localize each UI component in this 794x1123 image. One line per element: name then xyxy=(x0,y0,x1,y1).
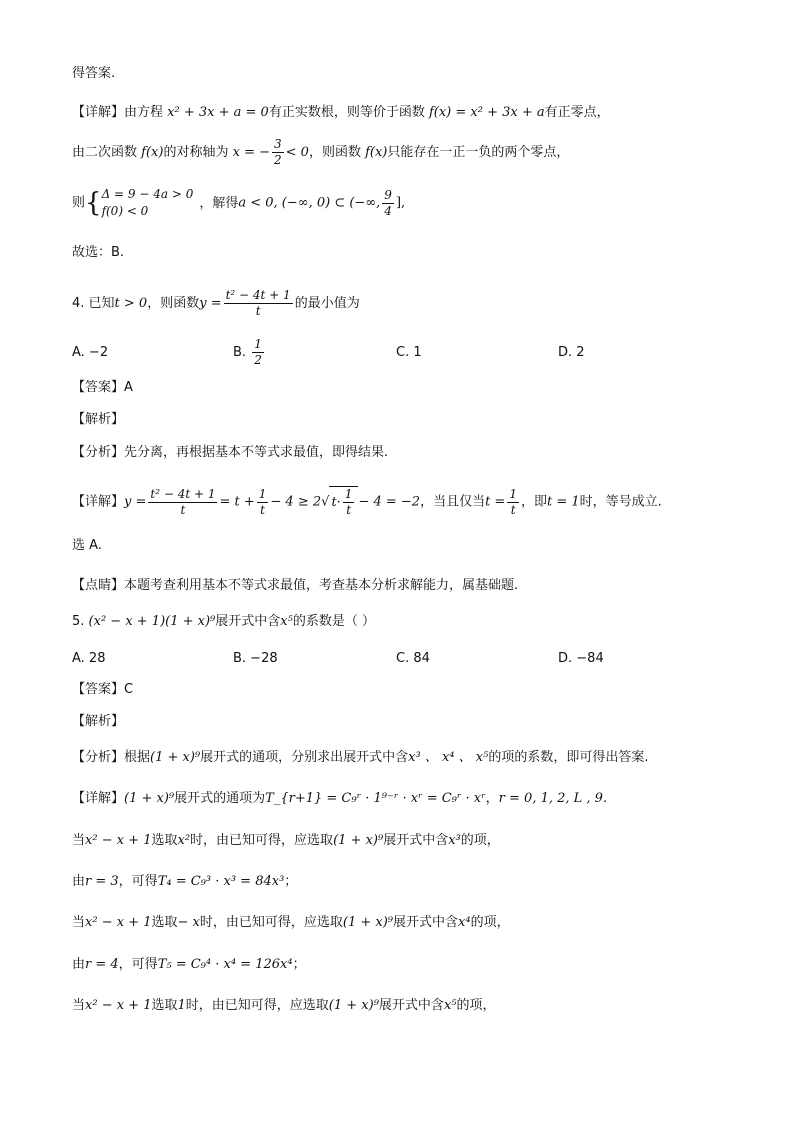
formula: a < 0, (−∞, 0) ⊂ (−∞, xyxy=(238,195,381,211)
text: ； xyxy=(292,957,306,972)
formula: (1 + x)⁹ xyxy=(342,915,393,930)
formula: T₄ = C₉³ · x³ = 84x³ xyxy=(157,874,285,889)
formula: = t + xyxy=(219,494,255,510)
formula: f(x) xyxy=(365,145,388,160)
sqrt-body xyxy=(329,486,358,518)
detail-line xyxy=(72,103,610,123)
text: 展开式的通项，分别求出展开式中含 xyxy=(200,750,409,765)
formula: t· xyxy=(331,495,341,510)
text: 时，由已知可得，应选取 xyxy=(199,915,343,930)
text: ， xyxy=(485,791,499,806)
case-line xyxy=(72,996,496,1016)
text: ，即 xyxy=(520,494,547,510)
fraction xyxy=(507,487,519,518)
section-tag: 【详解】 xyxy=(72,791,125,806)
text: 由二次函数 xyxy=(72,145,138,160)
denominator: t xyxy=(148,502,217,518)
option-b xyxy=(233,337,266,368)
formula: x² xyxy=(177,833,191,848)
text: 只能存在一正一负的两个零点， xyxy=(387,145,570,160)
analysis-line xyxy=(72,748,648,768)
formula: x⁵ xyxy=(280,614,293,629)
fraction xyxy=(224,288,293,319)
text: 【分析】根据 xyxy=(72,750,151,765)
numerator: 1 xyxy=(344,487,353,501)
text: ，可得 xyxy=(118,957,158,972)
text: 故选：B. xyxy=(72,245,125,260)
formula: r = 4 xyxy=(85,957,119,972)
numerator: 3 xyxy=(274,137,282,151)
formula: f(x) = x² + 3x + a xyxy=(428,105,545,120)
formula: x² − x + 1 xyxy=(85,998,152,1013)
section-tag: 【详解】 xyxy=(72,105,125,120)
question-5 xyxy=(72,612,375,632)
equation-system xyxy=(102,186,194,220)
text: 展开式的通项为 xyxy=(174,791,266,806)
formula: r = 0, 1, 2, L , 9 xyxy=(498,791,603,806)
formula: x² − x + 1 xyxy=(85,915,152,930)
formula: T₅ = C₉⁴ · x⁴ = 126x⁴ xyxy=(157,957,293,972)
text: 有正零点， xyxy=(544,105,610,120)
text: ，当且仅当 xyxy=(420,494,486,510)
denominator: t xyxy=(257,502,269,518)
text: 当 xyxy=(72,915,86,930)
formula: − 4 = −2 xyxy=(358,494,421,510)
text: 时，由已知可得，应选取 xyxy=(190,833,334,848)
formula: x⁵ xyxy=(443,998,457,1013)
answer-line xyxy=(72,680,133,700)
equation: f(0) < 0 xyxy=(101,204,149,218)
formula: x = − xyxy=(232,145,270,160)
denominator: t xyxy=(224,303,293,319)
text: 时，由已知可得，应选取 xyxy=(185,998,329,1013)
text: 展开式中含 xyxy=(383,833,449,848)
text-line xyxy=(72,536,102,556)
detail-line xyxy=(72,789,607,809)
text-line xyxy=(72,243,124,263)
text: 【分析】先分离，再根据基本不等式求最值，即得结果. xyxy=(72,445,389,460)
equation: Δ = 9 − 4a > 0 xyxy=(101,187,194,201)
text: 选取 xyxy=(151,833,178,848)
formula: x³ xyxy=(448,833,461,848)
denominator: t xyxy=(343,502,355,518)
formula: − x xyxy=(177,915,200,930)
fraction xyxy=(257,487,269,518)
numerator: 1 xyxy=(258,486,267,501)
text: 的项， xyxy=(470,915,510,930)
numerator: 9 xyxy=(384,187,392,202)
text: 当 xyxy=(72,833,86,848)
formula: (x² − x + 1)(1 + x)⁹ xyxy=(88,614,216,629)
question-4 xyxy=(72,288,360,319)
text: ，则函数 xyxy=(308,145,361,160)
option-a xyxy=(72,343,108,363)
analysis-heading xyxy=(72,712,124,732)
analysis-heading xyxy=(72,410,124,430)
option-text: C. 1 xyxy=(396,345,422,360)
heading: 【解析】 xyxy=(72,412,125,427)
option-text: C. 84 xyxy=(396,651,430,666)
text: 的项， xyxy=(460,833,500,848)
formula: y = xyxy=(199,296,222,311)
numerator: t² − 4t + 1 xyxy=(225,288,291,302)
text-line xyxy=(72,137,569,168)
option-text: A. 28 xyxy=(72,651,106,666)
text: ； xyxy=(284,874,298,889)
text: 选 A. xyxy=(72,538,102,553)
fraction xyxy=(343,487,355,518)
text: 的对称轴为 xyxy=(163,145,229,160)
text: 选取 xyxy=(151,915,178,930)
formula: y = xyxy=(124,494,147,510)
numerator: t² − 4t + 1 xyxy=(150,486,216,501)
analysis-line xyxy=(72,443,388,463)
text-line xyxy=(72,186,405,220)
answer-line xyxy=(72,378,133,398)
text: 的最小值为 xyxy=(294,296,360,311)
formula: (1 + x)⁹ xyxy=(328,998,379,1013)
formula: − 4 ≥ 2 xyxy=(270,494,322,510)
formula: t = xyxy=(485,494,506,510)
formula: (1 + x)⁹ xyxy=(124,791,175,806)
text: 【点睛】本题考查利用基本不等式求最值，考查基本分析求解能力，属基础题. xyxy=(72,578,519,593)
option-c xyxy=(396,649,430,669)
text: ，解得 xyxy=(199,195,239,211)
formula: f(x) xyxy=(141,145,164,160)
text: ，可得 xyxy=(118,874,158,889)
question-number: 4. 已知 xyxy=(72,296,115,311)
detail-line xyxy=(72,486,662,518)
case-line xyxy=(72,872,297,892)
option-text: D. −84 xyxy=(558,651,604,666)
text: ，则函数 xyxy=(147,296,200,311)
section-tag: 【详解】 xyxy=(72,494,125,510)
formula: ], xyxy=(395,195,406,211)
numerator: 1 xyxy=(509,486,517,501)
option-label: B. xyxy=(233,345,247,360)
sqrt-sign: √ xyxy=(321,494,330,510)
text: 则 xyxy=(72,195,86,211)
text: 的系数是（ ） xyxy=(292,614,375,629)
option-text: D. 2 xyxy=(558,345,585,360)
heading: 【解析】 xyxy=(72,714,125,729)
option-text: A. −2 xyxy=(72,345,109,360)
text: 展开式中含 xyxy=(215,614,281,629)
formula: r = 3 xyxy=(85,874,119,889)
formula: x² + 3x + a = 0 xyxy=(167,105,269,120)
text: 当 xyxy=(72,998,86,1013)
option-d xyxy=(558,649,604,669)
answer: 【答案】C xyxy=(72,682,134,697)
numerator: 1 xyxy=(254,337,262,351)
denominator: t xyxy=(507,502,519,518)
denominator: 2 xyxy=(274,153,282,167)
case-line xyxy=(72,913,510,933)
case-line xyxy=(72,831,500,851)
option-d xyxy=(558,343,585,363)
formula: (1 + x)⁹ xyxy=(333,833,384,848)
text: 由 xyxy=(72,957,86,972)
formula: x³ 、 x⁴ 、 x⁵ xyxy=(408,750,489,765)
formula: 1 xyxy=(177,998,186,1013)
case-line xyxy=(72,955,306,975)
formula: T_{r+1} = C₉ʳ · 1⁹⁻ʳ · xʳ = C₉ʳ · xʳ xyxy=(265,791,486,806)
brace: { xyxy=(85,188,102,218)
text: 时，等号成立. xyxy=(579,494,662,510)
denominator: 2 xyxy=(254,353,262,367)
formula: x⁴ xyxy=(458,915,471,930)
formula: < 0 xyxy=(285,145,309,160)
question-number: 5. xyxy=(72,614,85,629)
option-b xyxy=(233,649,278,669)
text: 有正实数根，则等价于函数 xyxy=(268,105,425,120)
text: 由方程 xyxy=(124,105,164,120)
fraction xyxy=(382,188,394,219)
formula: t = 1 xyxy=(546,494,580,510)
comment-line xyxy=(72,576,518,596)
option-a xyxy=(72,649,105,669)
fraction xyxy=(252,337,264,368)
fraction xyxy=(272,137,284,168)
text: 展开式中含 xyxy=(378,998,444,1013)
option-text: B. −28 xyxy=(233,651,278,666)
formula: (1 + x)⁹ xyxy=(150,750,201,765)
answer: 【答案】A xyxy=(72,380,133,395)
denominator: 4 xyxy=(384,203,392,218)
text: 选取 xyxy=(151,998,178,1013)
formula: t > 0 xyxy=(114,296,148,311)
fraction xyxy=(148,487,217,518)
text: 由 xyxy=(72,874,86,889)
text: . xyxy=(602,791,608,806)
text-line xyxy=(72,64,115,84)
text: 的项的系数，即可得出答案. xyxy=(488,750,649,765)
text: 的项， xyxy=(456,998,496,1013)
option-c xyxy=(396,343,422,363)
text: 展开式中含 xyxy=(393,915,459,930)
text: 得答案. xyxy=(72,66,116,81)
formula: x² − x + 1 xyxy=(85,833,152,848)
